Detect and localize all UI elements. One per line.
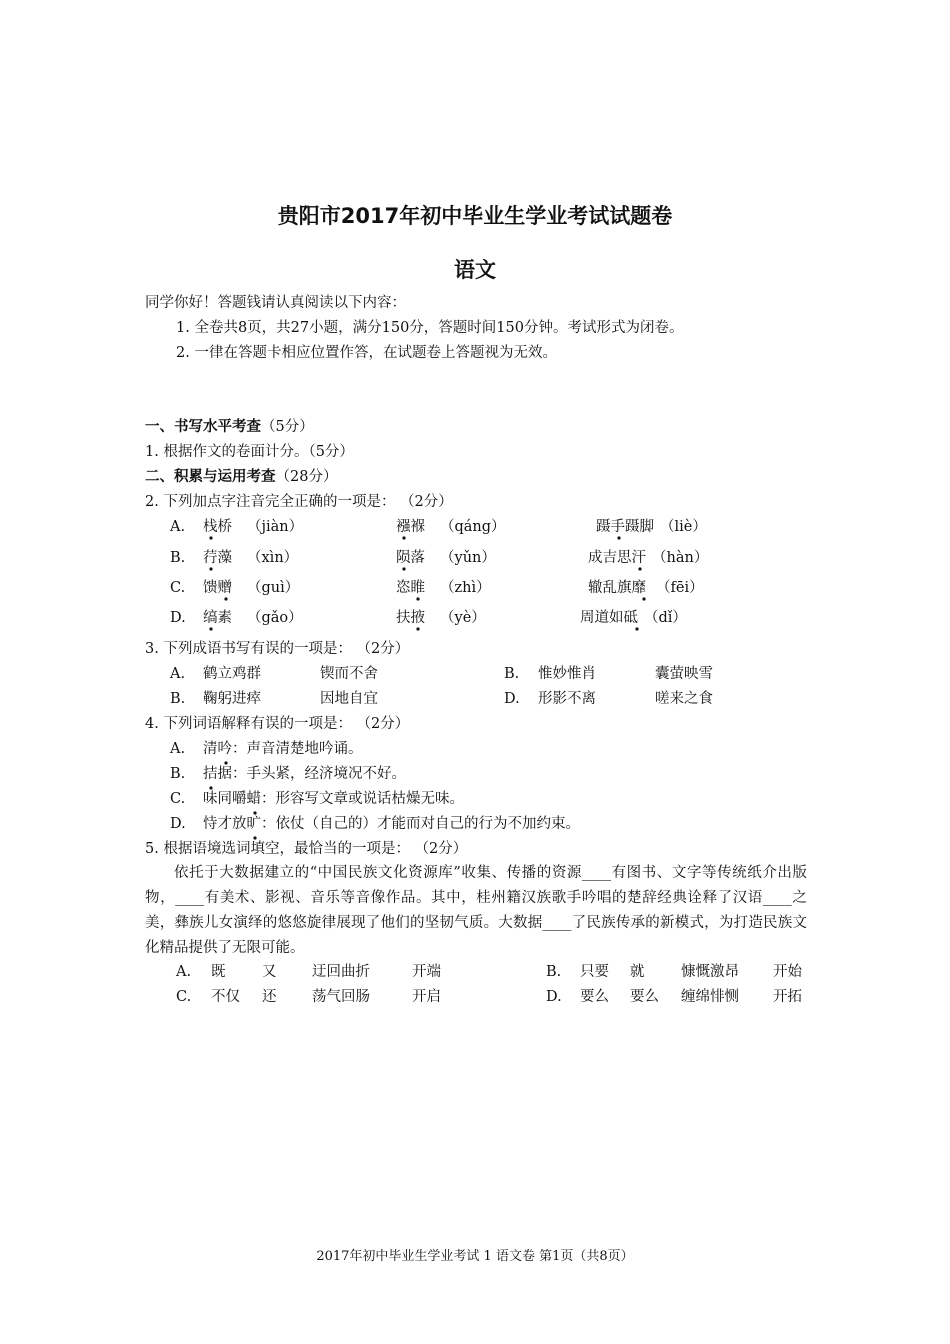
option-word: 迂回曲折 <box>312 964 370 980</box>
option-idiom: 鹤立鸡群 <box>203 666 261 682</box>
instruction-item: 2. 一律在答题卡相应位置作答，在试题卷上答题视为无效。 <box>176 345 557 361</box>
option-letter: B. <box>504 666 520 682</box>
subject-title: 语文 <box>454 258 496 282</box>
section-heading-score: （28分） <box>275 469 338 485</box>
emphasis-dot <box>209 536 212 539</box>
option-word: 开启 <box>412 989 441 1005</box>
section-heading-label: 一、书写水平考查 <box>145 419 261 435</box>
emphasis-dot <box>416 597 419 600</box>
option-word: 恣睢 <box>396 580 425 596</box>
option-word: 辙乱旗靡 <box>588 580 646 596</box>
option-word: 又 <box>262 964 277 980</box>
option-word: 缠绵悱恻 <box>681 989 739 1005</box>
section-heading-label: 二、积累与运用考查 <box>145 469 276 485</box>
option-word: 蹑手蹑脚 <box>596 519 654 535</box>
emphasis-dot <box>402 567 405 570</box>
option-idiom: 囊萤映雪 <box>655 666 713 682</box>
option-pinyin: （hàn） <box>652 550 709 566</box>
option-idiom: 鞠躬进瘁 <box>203 691 261 707</box>
option-pinyin: （xìn） <box>247 550 299 566</box>
option-word: 开端 <box>412 964 441 980</box>
option-letter: D. <box>546 989 562 1005</box>
question-3-stem: 3. 下列成语书写有误的一项是： （2分） <box>145 641 410 657</box>
option-letter: D. <box>170 610 186 626</box>
option-definition: 恃才放旷：依仗（自己的）才能而对自己的行为不加约束。 <box>203 816 580 832</box>
option-word: 就 <box>630 964 645 980</box>
option-letter: C. <box>176 989 192 1005</box>
question-1: 1. 根据作文的卷面计分。（5分） <box>145 444 354 460</box>
option-letter: A. <box>170 741 186 757</box>
emphasis-dot <box>642 597 645 600</box>
option-definition: 味同嚼蜡：形容写文章或说话枯燥无味。 <box>203 791 464 807</box>
option-letter: B. <box>170 691 186 707</box>
option-letter: D. <box>504 691 520 707</box>
option-letter: C. <box>170 791 186 807</box>
option-pinyin: （yǔn） <box>440 550 496 566</box>
section-heading-score: （5分） <box>261 419 314 435</box>
option-word: 要么 <box>630 989 659 1005</box>
emphasis-dot <box>209 627 212 630</box>
option-word: 陨落 <box>396 550 425 566</box>
emphasis-dot <box>617 536 620 539</box>
option-word: 既 <box>211 964 226 980</box>
option-letter: C. <box>170 580 186 596</box>
option-pinyin: （dǐ） <box>644 610 687 626</box>
option-pinyin: （zhì） <box>440 580 491 596</box>
option-word: 缟素 <box>203 610 232 626</box>
option-word: 要么 <box>580 989 609 1005</box>
question-5-paragraph: 依托于大数据建立的“中国民族文化资源库”收集、传播的资源____有图书、文字等传统纸介出版物，____有美术、影视、音乐等音像作品。其中，桂州籍汉族歌手吟唱的楚辞经典诠释了汉语____之美，彝族儿女演绎的悠悠旋律展现了他们的坚韧气质。大数据____了民族传承的新模式，为打造民族文化精品提供了无限可能。 <box>145 865 807 956</box>
option-word: 荡气回肠 <box>312 989 370 1005</box>
option-letter: B. <box>170 550 186 566</box>
option-idiom: 因地自宜 <box>320 691 378 707</box>
option-word: 只要 <box>580 964 609 980</box>
emphasis-dot <box>224 597 227 600</box>
instructions-greeting: 同学你好！答题钱请认真阅读以下内容： <box>145 295 406 311</box>
option-word: 馈赠 <box>203 580 232 596</box>
option-idiom: 惟妙惟肖 <box>538 666 596 682</box>
option-pinyin: （gǎo） <box>247 610 303 626</box>
option-word: 开拓 <box>773 989 802 1005</box>
emphasis-dot <box>416 627 419 630</box>
emphasis-dot <box>209 567 212 570</box>
option-pinyin: （guì） <box>247 580 300 596</box>
emphasis-dot <box>638 567 641 570</box>
option-pinyin: （liè） <box>660 519 707 535</box>
option-idiom: 锲而不舍 <box>320 666 378 682</box>
option-letter: A. <box>170 519 186 535</box>
option-word: 成吉思汗 <box>588 550 646 566</box>
option-letter: B. <box>170 766 186 782</box>
instruction-item: 1. 全卷共8页，共27小题，满分150分，答题时间150分钟。考试形式为闭卷。 <box>176 320 684 336</box>
emphasis-dot <box>635 627 638 630</box>
option-definition: 拮据：手头紧，经济境况不好。 <box>203 766 406 782</box>
option-letter: B. <box>546 964 562 980</box>
option-letter: A. <box>176 964 192 980</box>
option-word: 襁褓 <box>396 519 425 535</box>
option-letter: D. <box>170 816 186 832</box>
question-2-stem: 2. 下列加点字注音完全正确的一项是： （2分） <box>145 494 453 510</box>
option-letter: A. <box>170 666 186 682</box>
emphasis-dot <box>402 536 405 539</box>
option-word: 栈桥 <box>203 519 232 535</box>
option-word: 还 <box>262 989 277 1005</box>
option-word: 不仅 <box>211 989 240 1005</box>
page-footer: 2017年初中毕业生学业考试 1 语文卷 第1页（共8页） <box>316 1249 634 1264</box>
option-idiom: 嗟来之食 <box>655 691 713 707</box>
question-4-stem: 4. 下列词语解释有误的一项是： （2分） <box>145 716 410 732</box>
option-pinyin: （jiàn） <box>247 519 304 535</box>
option-pinyin: （yè） <box>440 610 486 626</box>
option-pinyin: （fēi） <box>656 580 704 596</box>
option-word: 荇藻 <box>203 550 232 566</box>
option-idiom: 形影不离 <box>538 691 596 707</box>
option-word: 扶掖 <box>396 610 425 626</box>
option-word: 慷慨激昂 <box>681 964 739 980</box>
option-pinyin: （qáng） <box>440 519 506 535</box>
option-word: 周道如砥 <box>580 610 638 626</box>
option-definition: 清吟：声音清楚地吟诵。 <box>203 741 363 757</box>
question-5-stem: 5. 根据语境选词填空，最恰当的一项是： （2分） <box>145 841 468 857</box>
page-title: 贵阳市2017年初中毕业生学业考试试题卷 <box>277 204 673 228</box>
option-word: 开始 <box>773 964 802 980</box>
